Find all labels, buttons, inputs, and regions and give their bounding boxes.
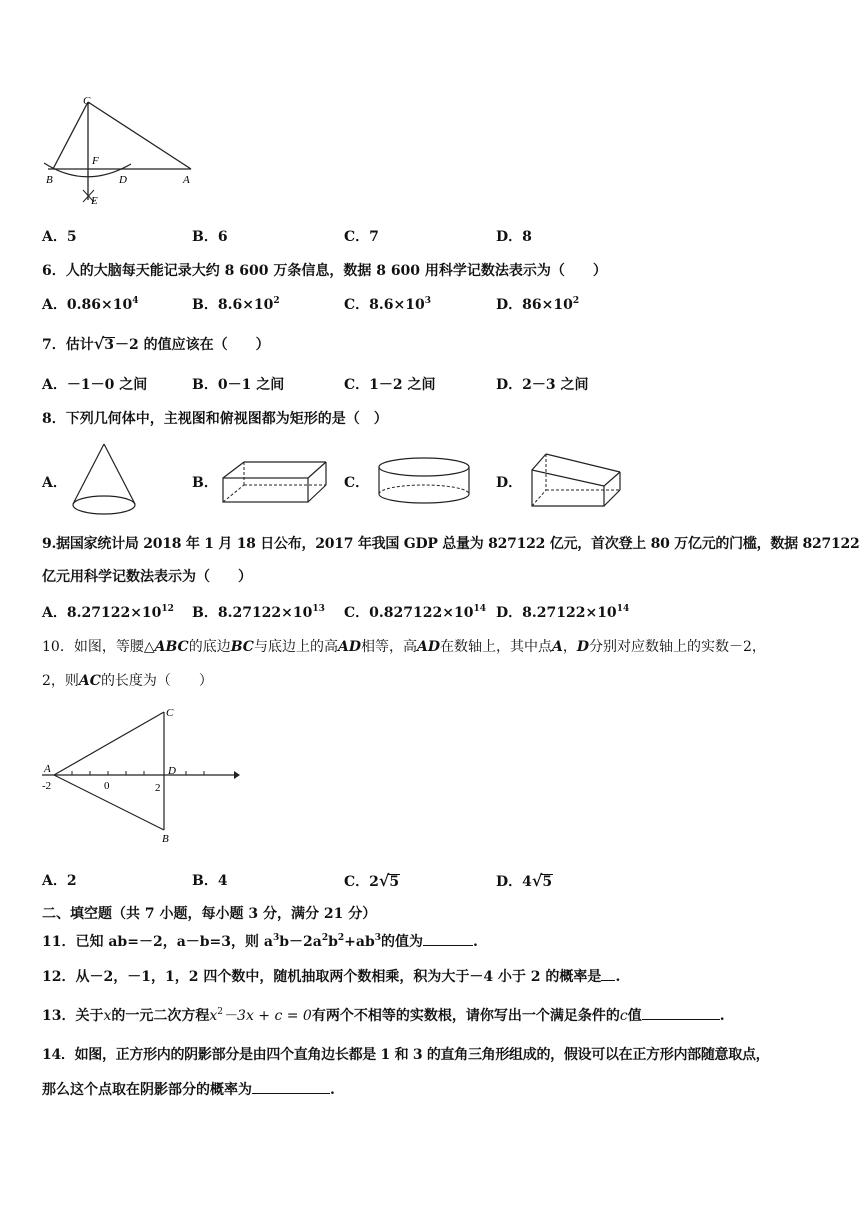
q6-option-b[interactable]: B．$8.6\times 10^2$ <box>192 296 280 313</box>
q14-stem-line1: 14．如图，正方形内的阴影部分是由四个直角边长都是 1 和 3 的直角三角形组成的，假设可以在正方形内部随意取点， <box>42 1047 770 1063</box>
q10-option-c[interactable]: C．2√5 <box>344 871 400 890</box>
q10-stem-line2: 2，则AC的长度为（ ） <box>42 673 213 689</box>
q9-option-c[interactable]: C．$0.827122\times 10^{14}$ <box>344 604 486 621</box>
q6-option-a[interactable]: A．$0.86\times 10^4$ <box>42 296 139 313</box>
q7-option-a[interactable]: A．－1－0 之间 <box>42 377 148 393</box>
section-heading-fill-in: 二、填空题（共 7 小题，每小题 3 分，满分 21 分） <box>42 906 377 922</box>
fig-label-A: A <box>44 763 51 775</box>
tick-label-0: 0 <box>104 780 110 792</box>
q9-option-b[interactable]: B．$8.27122\times 10^{13}$ <box>192 604 325 621</box>
q13-answer-blank[interactable] <box>642 1007 720 1020</box>
q8-cone-figure[interactable] <box>66 440 142 518</box>
q8-option-b[interactable]: B． <box>192 475 218 491</box>
q14-answer-blank[interactable] <box>252 1081 330 1094</box>
q5-option-b[interactable]: B．6 <box>192 229 228 245</box>
q5-option-a[interactable]: A．5 <box>42 229 77 245</box>
q8-cylinder-figure[interactable] <box>374 456 474 508</box>
q10-option-b[interactable]: B．4 <box>192 873 228 889</box>
q8-cuboid-figure[interactable] <box>216 458 334 508</box>
q7-option-c[interactable]: C．1－2 之间 <box>344 377 436 393</box>
fig-label-B: B <box>162 833 169 845</box>
q8-option-c[interactable]: C． <box>344 475 370 491</box>
q9-option-d[interactable]: D．$8.27122\times 10^{14}$ <box>496 604 630 621</box>
q10-number-line-figure <box>36 702 242 850</box>
q6-option-d[interactable]: D．$86\times 10^2$ <box>496 296 580 313</box>
fig-label-F: F <box>92 155 99 167</box>
fig-label-D: D <box>168 765 176 777</box>
q10-option-d[interactable]: D．4√5 <box>496 871 553 890</box>
q9-stem-line2: 亿元用科学记数法表示为（ ） <box>42 569 252 585</box>
fig-label-C: C <box>166 707 174 719</box>
q7-option-b[interactable]: B．0－1 之间 <box>192 377 285 393</box>
tick-label-neg2: -2 <box>42 780 52 792</box>
fig-label-C: C <box>83 95 91 107</box>
q10-stem-line1: 10．如图，等腰△ABC的底边BC与底边上的高AD相等，高AD在数轴上，其中点A，D分别对应数轴上的实数－2， <box>42 639 766 655</box>
q9-stem-line1: 9.据国家统计局 2018 年 1 月 18 日公布，2017 年我国 GDP 总量为 827122 亿元，首次登上 80 万亿元的门槛，数据 827122 <box>42 536 860 552</box>
q5-option-c[interactable]: C．7 <box>344 229 379 245</box>
q9-option-a[interactable]: A．$8.27122\times 10^{12}$ <box>42 604 174 621</box>
q6-stem: 6．人的大脑每天能记录大约 8 600 万条信息，数据 8 600 用科学记数法表示为（ ） <box>42 263 607 279</box>
q12-stem: 12．从－2，－1，1，2 四个数中，随机抽取两个数相乘，积为大于－4 小于 2 的概率是 . <box>42 969 621 985</box>
tick-label-2: 2 <box>155 782 161 794</box>
fig-label-B: B <box>46 174 53 186</box>
q8-option-d[interactable]: D． <box>496 475 523 491</box>
q7-stem: 7．估计√3－2 的值应该在（ ） <box>42 334 270 353</box>
q8-option-a[interactable]: A． <box>42 475 67 491</box>
q8-stem: 8．下列几何体中，主视图和俯视图都为矩形的是（ ） <box>42 411 388 427</box>
q12-answer-blank[interactable] <box>601 968 615 981</box>
q10-option-a[interactable]: A．2 <box>42 873 77 889</box>
q14-stem-line2: 那么这个点取在阴影部分的概率为 . <box>42 1082 335 1098</box>
q5-triangle-figure <box>36 92 206 210</box>
q8-prism-figure[interactable] <box>524 448 628 512</box>
q11-answer-blank[interactable] <box>423 933 473 946</box>
fig-label-D: D <box>119 174 127 186</box>
q13-stem: 13．关于x的一元二次方程$x^2-3x + c = 0$有两个不相等的实数根，请你写出一个满足条件的c值 . <box>42 1007 725 1024</box>
q11-stem: 11．已知 ab=－2，a－b=3，则 $a^3b-2a^2b^2+ab^3$的值为 . <box>42 933 478 950</box>
q7-option-d[interactable]: D．2－3 之间 <box>496 377 589 393</box>
fig-label-A: A <box>183 174 190 186</box>
q6-option-c[interactable]: C．$8.6\times 10^3$ <box>344 296 431 313</box>
fig-label-E: E <box>91 195 98 207</box>
q5-option-d[interactable]: D．8 <box>496 229 532 245</box>
